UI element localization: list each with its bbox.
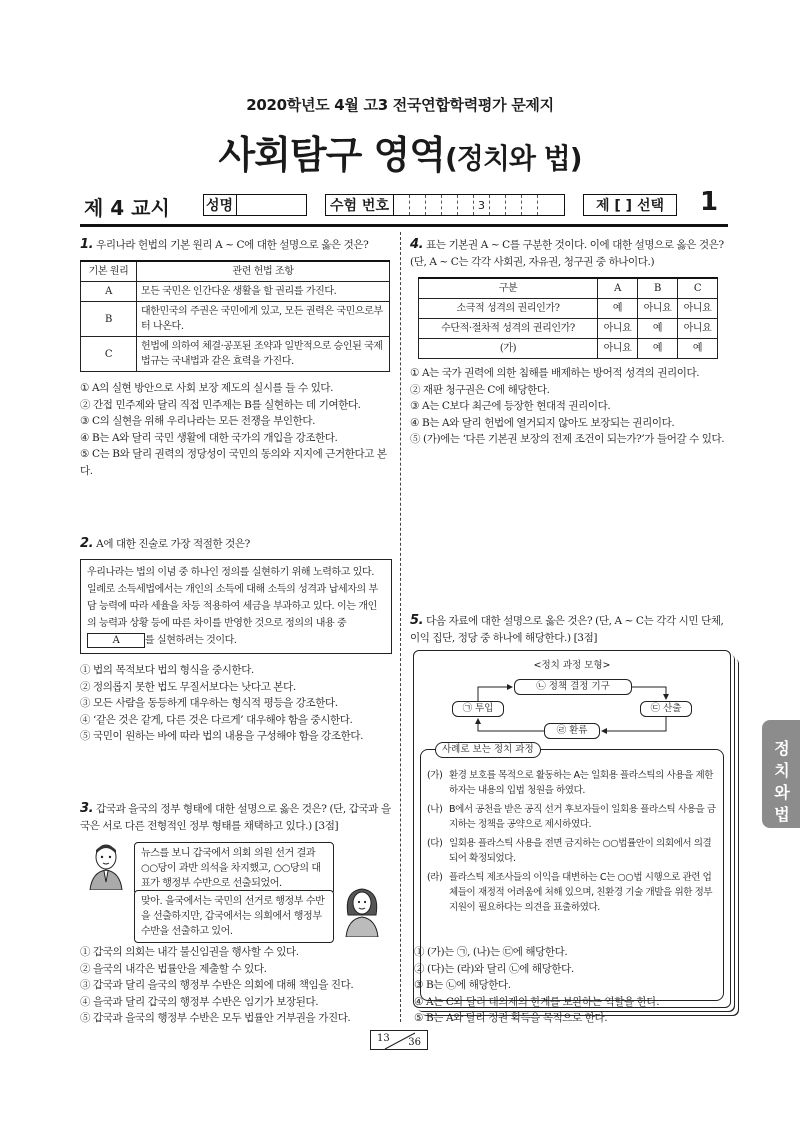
question-number: 5. (410, 613, 424, 628)
question-2 (80, 535, 392, 745)
header-rule (80, 224, 728, 227)
option-5[interactable]: ⑤ C는 B와 달리 권력의 정당성이 국민의 동의와 지지에 근거한다고 본다. (80, 448, 387, 477)
q4-options (410, 365, 726, 448)
table-row (81, 282, 390, 302)
option-2[interactable]: ② 을국의 내각은 법률안을 제출할 수 있다. (80, 962, 267, 975)
table-cell: 예 (678, 339, 718, 359)
option-4[interactable]: ④ B는 A와 달리 국민 생활에 대한 국가의 개입을 강조한다. (80, 431, 338, 444)
case-text: 플라스틱 제조사들의 이익을 대변하는 C는 ○○법 시행으로 관련 업체들이 재정적 어려움에 처해 있으며, 친환경 기술 개발을 위한 정부 지원이 필요하다는 의견을 표출하였다. (449, 872, 713, 913)
question-stem: A에 대한 진술로 가장 적절한 것은? (96, 538, 250, 550)
q4-header-c: C (678, 278, 718, 299)
page-number: 1 (700, 187, 719, 217)
option-3[interactable]: ③ A는 C보다 최근에 등장한 현대적 권리이다. (410, 400, 611, 412)
case-key: (다) (427, 838, 443, 849)
q4-table (418, 277, 718, 359)
question-1 (80, 236, 392, 479)
case-key: (라) (427, 872, 443, 883)
table-cell: 아니요 (678, 299, 718, 319)
case-title: 사례로 보는 정치 과정 (435, 742, 541, 758)
name-label: 성명 (206, 195, 237, 215)
option-5[interactable]: ⑤ B는 A와 달리 정권 획득을 목적으로 한다. (414, 1012, 608, 1024)
table-row (419, 339, 718, 359)
table-row (419, 299, 718, 319)
case-item (427, 802, 717, 832)
case-text: B에서 공천을 받은 공직 선거 후보자들이 일회용 플라스틱 사용을 금지하는 정책을 공약으로 제시하였다. (449, 804, 716, 830)
period-label: 제 4 교시 (84, 196, 170, 220)
exam-number-cell (490, 195, 506, 215)
q2-passage-end: 를 실현하려는 것이다. (145, 635, 237, 646)
table-cell: 예 (638, 339, 678, 359)
exam-number-cell (458, 195, 474, 215)
option-2[interactable]: ② 간접 민주제와 달리 직접 민주제는 B를 실현하는 데 기여한다. (80, 398, 361, 411)
option-2[interactable]: ② 정의롭지 못한 법도 무질서보다는 낫다고 본다. (80, 680, 296, 693)
case-item (427, 870, 717, 915)
speech-bubble-1: 뉴스를 보니 갑국에서 의회 의원 선거 결과 ○○당이 과반 의석을 차지했고, ○○당의 대표가 행정부 수반으로 선출되었어. (134, 842, 334, 895)
option-1[interactable]: ① A의 실현 방안으로 사회 보장 제도의 실시를 들 수 있다. (80, 382, 334, 394)
node-decision: ㉡ 정책 결정 기구 (514, 679, 632, 695)
node-input: ㉠ 투입 (452, 701, 504, 717)
case-text: 환경 보호를 목적으로 활동하는 A는 일회용 플라스틱의 사용을 제한하자는 내용의 입법 청원을 하였다. (449, 770, 714, 796)
name-field[interactable] (203, 194, 307, 216)
node-feedback: ㉣ 환류 (544, 723, 600, 739)
option-4[interactable]: ④ A는 C와 달리 대의제의 한계를 보완하는 역할을 한다. (414, 995, 660, 1008)
q2-options (80, 662, 392, 745)
question-stem: 다음 자료에 대한 설명으로 옳은 것은? (단, A ~ C는 각각 시민 단체, 이익 집단, 정당 중 하나에 해당한다.) [3점] (410, 615, 724, 644)
case-key: (가) (427, 770, 443, 781)
woman-avatar-icon (340, 885, 384, 937)
option-5[interactable]: ⑤ 갑국과 을국의 행정부 수반은 모두 법률안 거부권을 가진다. (80, 1012, 351, 1024)
column-divider (400, 232, 401, 1022)
question-3 (80, 800, 392, 835)
q2-passage-text: 우리나라는 법의 이념 중 하나인 정의를 실현하기 위해 노력하고 있다. 일례로 소득세법에서는 개인의 소득에 대해 소득의 성격과 납세자의 부담 능력에 따라 세율을 차등 적용하여 세금을 부과하고 있다. 이는 개인의 능력과 상황 등에 따른 차이를 반영한 것으로 정의의 내용 중 (87, 567, 378, 629)
option-5[interactable]: ⑤ 국민이 원하는 바에 따라 법의 내용을 구성해야 함을 강조한다. (80, 730, 364, 742)
total-pages: 36 (408, 1037, 421, 1048)
model-title: <정치 과정 모형> (533, 660, 611, 671)
side-tab-char: 와 (774, 783, 790, 802)
exam-number-field[interactable] (325, 194, 565, 216)
option-4[interactable]: ④ B는 A와 달리 헌법에 열거되지 않아도 보장되는 권리이다. (410, 416, 675, 429)
man-avatar-icon (86, 842, 126, 890)
q2-passage (80, 559, 392, 654)
case-item (427, 836, 717, 866)
table-cell: 아니요 (598, 339, 638, 359)
question-stem: 우리나라 헌법의 기본 원리 A ~ C에 대한 설명으로 옳은 것은? (96, 239, 369, 251)
table-cell: 수단적·절차적 성격의 권리인가? (419, 319, 598, 339)
q2-blank: A (87, 633, 145, 648)
case-key: (나) (427, 804, 443, 815)
q1-options (80, 380, 392, 479)
table-cell: C (81, 337, 137, 372)
option-1[interactable]: ① 갑국의 의회는 내각 불신임권을 행사할 수 있다. (80, 946, 299, 958)
q4-header-label: 구분 (419, 278, 598, 299)
exam-number-cell (394, 195, 410, 215)
option-4[interactable]: ④ 을국과 달리 갑국의 행정부 수반은 임기가 보장된다. (80, 995, 319, 1008)
exam-number-cell (410, 195, 426, 215)
table-cell: A (81, 282, 137, 302)
option-1[interactable]: ① (가)는 ㉠, (나)는 ㉢에 해당한다. (414, 946, 568, 958)
option-3[interactable]: ③ 갑국과 달리 을국의 행정부 수반은 의회에 대해 책임을 진다. (80, 979, 354, 991)
table-row (81, 337, 390, 372)
q4-header-b: B (638, 278, 678, 299)
question-number: 1. (80, 237, 94, 252)
subject-main: 사회탐구 영역 (218, 133, 445, 177)
q3-options (80, 944, 400, 1027)
option-2[interactable]: ② (다)는 (라)와 달리 ㉡에 해당한다. (414, 962, 574, 975)
table-row (81, 302, 390, 337)
exam-number-cell (426, 195, 442, 215)
table-cell: 예 (598, 299, 638, 319)
option-3[interactable]: ③ C의 실현을 위해 우리나라는 모든 전쟁을 부인한다. (80, 415, 316, 427)
table-cell: B (81, 302, 137, 337)
q5-options (414, 944, 734, 1027)
choice-label: 제 [ ] 선택 (596, 198, 664, 214)
exam-number-label: 수험 번호 (326, 195, 394, 215)
table-cell: 소극적 성격의 권리인가? (419, 299, 598, 319)
exam-number-cell (538, 195, 554, 215)
speech-bubble-2: 맞아. 을국에서는 국민의 선거로 행정부 수반을 선출하지만, 갑국에서는 의회에서 행정부 수반을 선출하고 있어. (134, 890, 334, 943)
side-tab-char: 치 (774, 761, 790, 780)
table-row (419, 319, 718, 339)
option-4[interactable]: ④ ‘같은 것은 같게, 다른 것은 다르게’ 대우해야 함을 중시한다. (80, 713, 353, 726)
side-tab-char: 법 (774, 805, 790, 824)
table-cell: 모든 국민은 인간다운 생활을 할 권리를 가진다. (137, 282, 390, 302)
option-1[interactable]: ① 법의 목적보다 법의 형식을 중시한다. (80, 664, 254, 676)
table-cell: (가) (419, 339, 598, 359)
table-cell: 아니요 (598, 319, 638, 339)
question-number: 4. (410, 237, 424, 252)
subject-sub: (정치와 법) (444, 142, 582, 175)
question-number: 2. (80, 536, 94, 551)
exam-number-cell (522, 195, 538, 215)
question-stem: 표는 기본권 A ~ C를 구분한 것이다. 이에 대한 설명으로 옳은 것은? (단, A ~ C는 각각 사회권, 자유권, 청구권 중 하나이다.) (410, 239, 724, 268)
q4-header-a: A (598, 278, 638, 299)
option-2[interactable]: ② 재판 청구권은 C에 해당한다. (410, 383, 550, 396)
subject-title (0, 124, 800, 179)
current-page: 13 (377, 1033, 390, 1044)
table-cell: 헌법에 의하여 체결·공포된 조약과 일반적으로 승인된 국제 법규는 국내법과 같은 효력을 가진다. (137, 337, 390, 372)
table-cell: 아니요 (638, 299, 678, 319)
q1-table (80, 260, 390, 372)
case-item (427, 768, 717, 798)
question-stem: 갑국과 을국의 정부 형태에 대한 설명으로 옳은 것은? (단, 갑국과 을국은 서로 다른 전형적인 정부 형태를 채택하고 있다.) [3점] (80, 803, 391, 832)
question-number: 3. (80, 801, 94, 816)
option-1[interactable]: ① A는 국가 권력에 의한 침해를 배제하는 방어적 성격의 권리이다. (410, 367, 700, 379)
side-tab-char: 정 (774, 739, 790, 758)
question-5 (410, 612, 726, 647)
page-counter (370, 1030, 428, 1050)
q1-header-article: 관련 헌법 조항 (137, 261, 390, 282)
table-cell: 아니요 (678, 319, 718, 339)
table-cell: 예 (638, 319, 678, 339)
choice-field[interactable] (583, 194, 677, 216)
case-text: 일회용 플라스틱 사용을 전면 금지하는 ○○법률안이 의회에서 의결되어 확정되었다. (449, 838, 712, 864)
exam-number-cell (442, 195, 458, 215)
node-output: ㉢ 산출 (640, 701, 692, 717)
process-arrows (414, 651, 732, 751)
exam-number-cell: 3 (474, 195, 490, 215)
option-3[interactable]: ③ B는 ㉡에 해당한다. (414, 979, 511, 991)
exam-title: 2020학년도 4월 고3 전국연합학력평가 문제지 (246, 96, 554, 114)
table-cell: 대한민국의 주권은 국민에게 있고, 모든 권력은 국민으로부터 나온다. (137, 302, 390, 337)
exam-number-cell (506, 195, 522, 215)
q1-header-principle: 기본 원리 (81, 261, 137, 282)
option-3[interactable]: ③ 모든 사람을 동등하게 대우하는 형식적 평등을 강조한다. (80, 697, 338, 709)
option-5[interactable]: ⑤ (가)에는 ‘다른 기본권 보장의 전제 조건이 되는가?’가 들어갈 수 있다. (410, 433, 725, 445)
question-4 (410, 236, 726, 448)
subject-side-tab (762, 720, 800, 828)
